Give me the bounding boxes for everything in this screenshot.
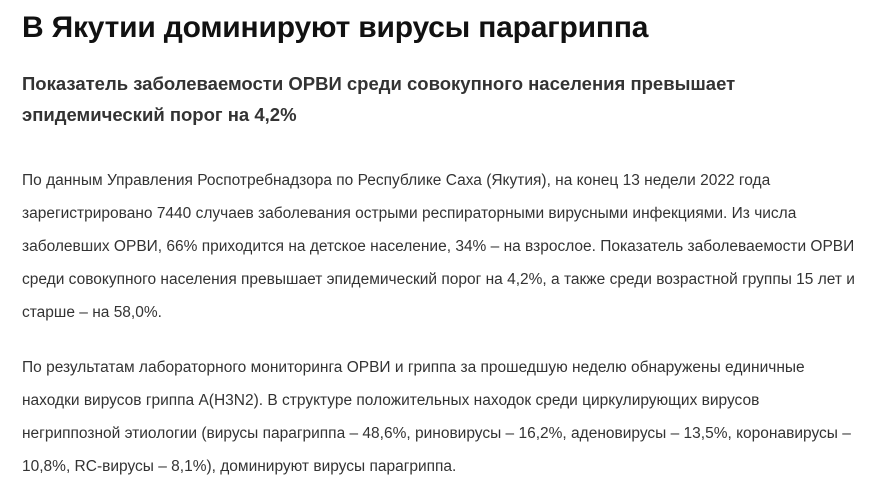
article-lead: Показатель заболеваемости ОРВИ среди совокупного населения превышает эпидемический порог на 4,2% (22, 73, 736, 125)
page-title: В Якутии доминируют вирусы парагриппа (22, 11, 649, 44)
article-paragraph-1: По данным Управления Роспотребнадзора по Республике Саха (Якутия), на конец 13 недели 2022 года зарегистрировано 7440 случаев заболевания острыми респираторными вирусными инфекциями. Из числа заболевших ОРВИ, 66% приходится на детское население, 34% – на взрослое. Показатель заболеваемости ОРВИ среди совокупного населения превышает эпидемический порог на 4,2%, а также среди возрастной группы 15 лет и старше – на 58,0%. (22, 172, 855, 321)
article-paragraph-2: По результатам лабораторного мониторинга ОРВИ и гриппа за прошедшую неделю обнаружены единичные находки вирусов гриппа A(H3N2). В структуре положительных находок среди циркулирующих вирусов негриппозной этиологии (вирусы парагриппа – 48,6%, риновирусы – 16,2%, аденовирусы – 13,5%, коронавирусы – 10,8%, RC-вирусы – 8,1%), доминируют вирусы парагриппа. (22, 359, 851, 475)
